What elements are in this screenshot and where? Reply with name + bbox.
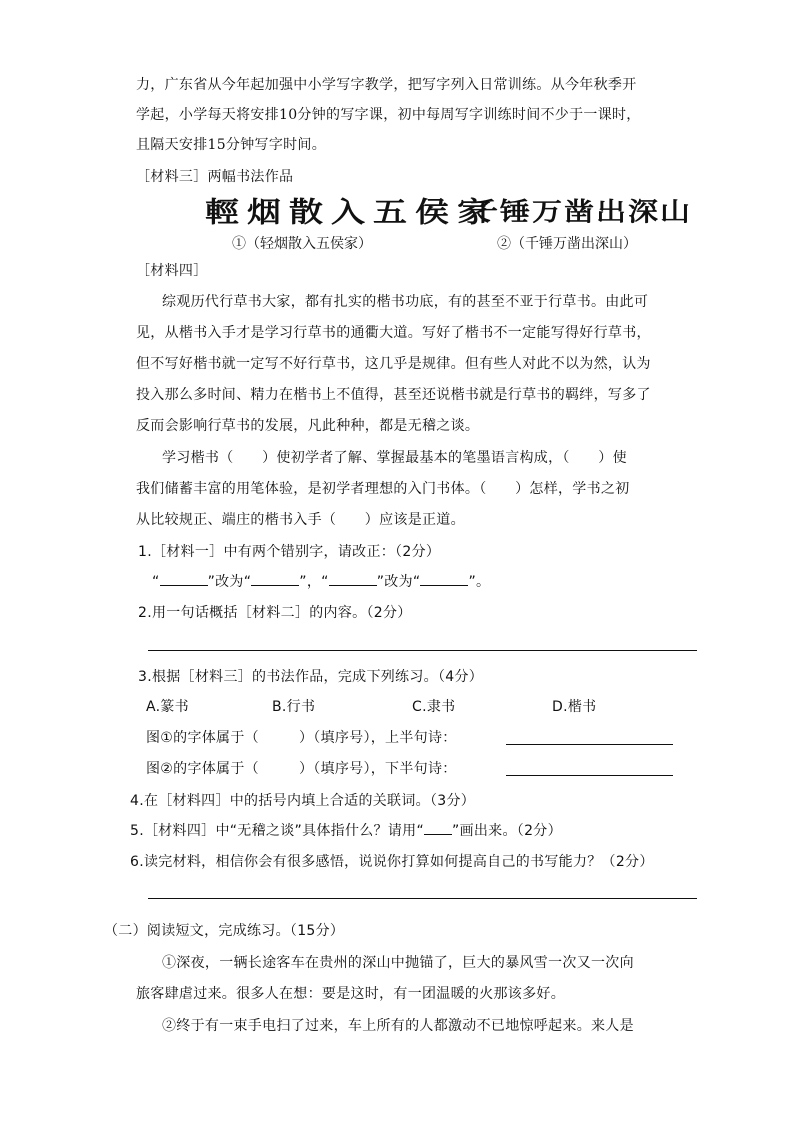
material2-line-1: 力，广东省从今年起加强中小学写字教学，把写字列入日常训练。从今年秋季开 (136, 77, 637, 93)
question-6: 6.读完材料，相信你会有很多感悟，说说你打算如何提高自己的书写能力？（2分） (130, 854, 654, 870)
option-a: A.篆书 (146, 699, 189, 715)
question-5: 5.［材料四］中“无稽之谈”具体指什么？请用“ ”画出来。（2分） (130, 823, 562, 839)
answer-line-lower-verse[interactable] (506, 775, 673, 776)
question-4: 4.在［材料四］中的括号内填上合适的关联词。（3分） (130, 793, 476, 809)
gai-label-2: 改为 (384, 574, 413, 590)
section-2-heading: （二）阅读短文，完成练习。（15分） (104, 923, 345, 939)
material2-line-2: 学起，小学每天将安排10分钟的写字课，初中每周写字训练时间不少于一课时， (136, 107, 641, 123)
section-2-para1-line-2: 旅客肆虐过来。很多人在想：要是这时，有一团温暖的火那该多好。 (136, 986, 565, 1002)
material4-para2-line-3: 从比较规正、端庄的楷书入手（ ）应该是正道。 (136, 512, 465, 528)
question-1-answer-row: “ ”改为“ ”，“ ”改为“ ”。 (152, 574, 491, 590)
question-1: 1.［材料一］中有两个错别字，请改正：（2分） (138, 544, 441, 560)
correction-blank-1[interactable] (251, 573, 299, 586)
artwork-1-caption: ①（轻烟散入五侯家） (232, 236, 372, 252)
answer-line-q6[interactable] (148, 898, 697, 899)
option-b: B.行书 (272, 699, 316, 715)
material3-heading: ［材料三］两幅书法作品 (136, 169, 294, 185)
artwork-2-caption: ②（千锤万凿出深山） (497, 236, 637, 252)
material4-para2-line-2: 我们储蓄丰富的用笔体验，是初学者理想的入门书体。（ ）怎样，学书之初 (136, 481, 630, 497)
typo-blank-2[interactable] (329, 573, 377, 586)
material4-para1-line-4: 投入那么多时间、精力在楷书上不值得，甚至还说楷书就是行草书的羁绊，写多了 (136, 387, 651, 403)
q3-row-2: 图②的字体属于（ ）（填序号），下半句诗： (146, 761, 457, 777)
material4-para1-line-3: 但不写好楷书就一定写不好行草书，这几乎是规律。但有些人对此不以为然，认为 (136, 356, 651, 372)
gai-label-1: 改为 (215, 574, 244, 590)
option-c: C.隶书 (412, 699, 456, 715)
material4-para1-line-1: 综观历代行草书大家，都有扎实的楷书功底，有的甚至不亚于行草书。由此可 (162, 294, 649, 310)
correction-blank-2[interactable] (420, 573, 468, 586)
section-2-para1-line-1: ①深夜，一辆长途客车在贵州的深山中抛锚了，巨大的暴风雪一次又一次向 (162, 955, 634, 971)
underline-sample (424, 822, 452, 835)
material4-heading: ［材料四］ (136, 263, 208, 279)
material4-para2-line-1: 学习楷书（ ）使初学者了解、掌握最基本的笔墨语言构成，（ ）使 (162, 450, 627, 466)
material4-para1-line-2: 见，从楷书入手才是学习行草书的通衢大道。写好了楷书不一定能写得好行草书， (136, 325, 651, 341)
question-2: 2.用一句话概括［材料二］的内容。（2分） (138, 605, 412, 621)
material2-line-3: 且隔天安排15分钟写字时间。 (136, 137, 327, 153)
typo-blank-1[interactable] (160, 573, 208, 586)
answer-line-upper-verse[interactable] (506, 744, 673, 745)
question-3: 3.根据［材料三］的书法作品，完成下列练习。（4分） (138, 669, 484, 685)
option-d: D.楷书 (552, 699, 597, 715)
answer-line-q2[interactable] (148, 650, 697, 651)
calligraphy-artwork-2: 千锤万凿出深山 (468, 197, 692, 228)
q3-row-1: 图①的字体属于（ ）（填序号），上半句诗： (146, 730, 457, 746)
material4-para1-line-5: 反而会影响行草书的发展，凡此种种，都是无稽之谈。 (136, 418, 480, 434)
calligraphy-artwork-1: 輕烟散入五侯家 (205, 196, 499, 229)
section-2-para2-line-1: ②终于有一束手电扫了过来，车上所有的人都激动不已地惊呼起来。来人是 (162, 1018, 634, 1034)
